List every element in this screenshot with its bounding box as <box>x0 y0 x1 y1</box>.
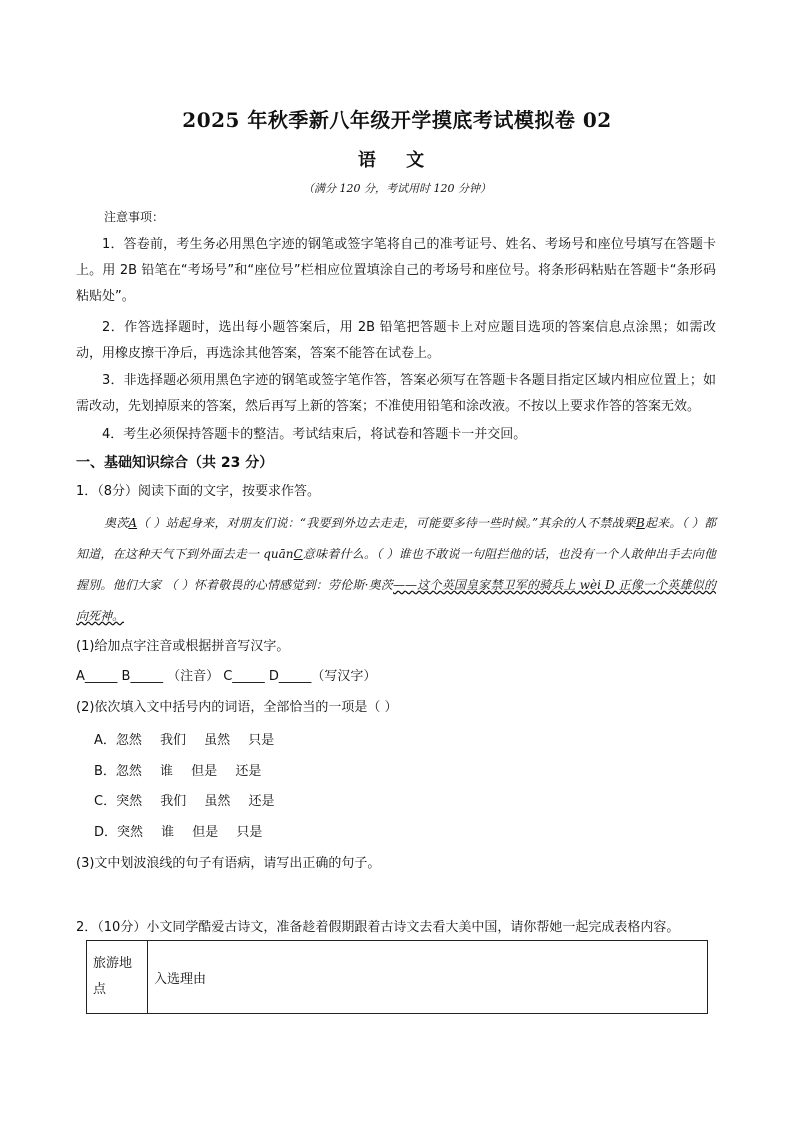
section-title: 一、基础知识综合（共 23 分） <box>76 455 274 471</box>
sub-question-2: (2)依次填入文中括号内的词语，全部恰当的一项是（ ） <box>76 700 398 715</box>
passage-part-4: 意味着什么。（ ）谁也不敢说一句阻拦他的话，也没有一个人敢伸出手去向他握别。他们大家 （ ）怀着敬畏的心情感觉到：劳伦斯·奥茨 <box>76 547 716 592</box>
passage-part-2: （ ）站起身来，对朋友们说：“我要到外边去走走，可能要多待一些时候。”其余的人不禁战栗 <box>137 516 636 530</box>
table-header-reason: 入选理由 <box>148 941 708 1014</box>
notice-item-3: 3．非选择题必须用黑色字迹的钢笔或签字笔作答，答案必须写在答题卡各题目指定区域内相应位置上；如需改动，先划掉原来的答案，然后再写上新的答案；不准使用铅笔和涂改液。不按以上要求作答的答案无效。 <box>76 373 716 414</box>
question-1-title: 1．（8分）阅读下面的文字，按要求作答。 <box>76 484 321 499</box>
sub-question-1: (1)给加点字注音或根据拼音写汉字。 <box>76 639 290 654</box>
sub-question-3: (3)文中划波浪线的句子有语病，请写出正确的句子。 <box>76 856 381 871</box>
notice-item-4: 4．考生必须保持答题卡的整洁。考试结束后，将试卷和答题卡一并交回。 <box>102 427 527 442</box>
notice-title: 注意事项： <box>104 210 165 224</box>
option-b: B．忽然 谁 但是 还是 <box>94 764 262 779</box>
option-a: A．忽然 我们 虽然 只是 <box>94 733 275 748</box>
blank-b: B <box>635 516 645 530</box>
travel-table <box>86 940 708 1014</box>
exam-note: （满分 120 分，考试用时 120 分钟） <box>303 182 491 195</box>
passage-part-3: 起来。（ ）都知道，在这种天气下到外面去走一 quān <box>76 516 716 561</box>
wavy-sentence: ——这个英国皇家禁卫军的骑兵上 wèi D 正像一个英雄似的向死神。 <box>76 578 717 623</box>
question-2-title: 2．（10分）小文同学酷爱古诗文，准备趁着假期跟着古诗文去看大美中国，请你帮她一起完成表格内容。 <box>76 920 680 935</box>
table-row <box>87 941 708 1014</box>
sub-question-1-blanks: A_____ B_____ （注音） C_____ D_____（写汉字） <box>76 669 377 684</box>
blank-a: A <box>128 516 138 530</box>
option-d: D．突然 谁 但是 只是 <box>94 825 263 840</box>
blank-c: C <box>293 547 303 561</box>
notice-item-1: 1．答卷前，考生务必用黑色字迹的钢笔或签字笔将自己的准考证号、姓名、考场号和座位号填写在答题卡上。用 2B 铅笔在“考场号”和“座位号”栏相应位置填涂自己的考场号和座位号。将条形码粘贴在答题卡“条形码粘贴处”。 <box>76 237 716 304</box>
option-c: C．突然 我们 虽然 还是 <box>94 794 275 809</box>
exam-title: 2025 年秋季新八年级开学摸底考试模拟卷 02 <box>182 108 612 132</box>
reading-passage <box>76 508 716 632</box>
table-header-location: 旅游地点 <box>87 941 148 1014</box>
passage-part-1: 奥茨 <box>104 516 129 530</box>
subject-title: 语 文 <box>357 150 437 171</box>
notice-item-2: 2．作答选择题时，选出每小题答案后，用 2B 铅笔把答题卡上对应题目选项的答案信息点涂黑；如需改动，用橡皮擦干净后，再选涂其他答案，答案不能答在试卷上。 <box>76 320 716 361</box>
